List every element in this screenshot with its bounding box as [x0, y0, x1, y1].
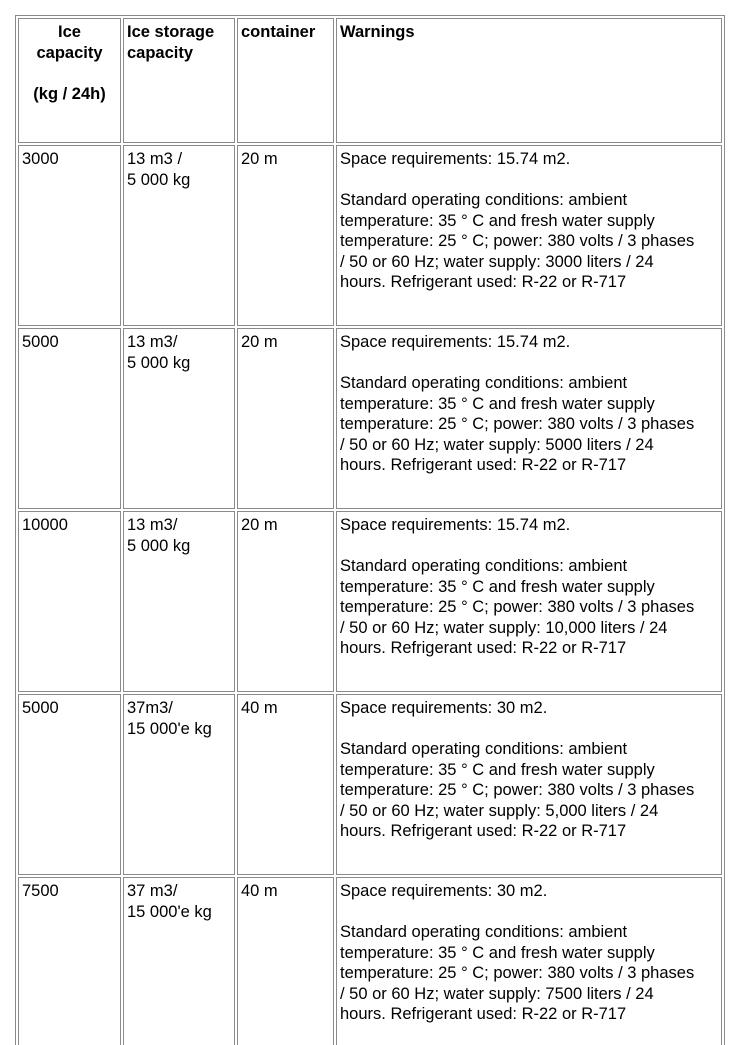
cell-container: 40 m: [237, 877, 334, 1045]
cell-ice-capacity: 5000: [18, 694, 121, 875]
cell-storage-capacity: 37m3/ 15 000'e kg: [123, 694, 235, 875]
header-ice-capacity: Ice capacity (kg / 24h): [18, 18, 121, 143]
cell-ice-capacity: 5000: [18, 328, 121, 509]
cell-warnings: Space requirements: 15.74 m2. Standard operating conditions: ambient temperature: 35 ° C and fresh water supply temperature: 25 ° C; power: 380 volts / 3 phases / 50 or 60 Hz; water supply: 10,000 liters / 24 hours. Refrigerant used: R-22 or R-717: [336, 511, 722, 692]
cell-warnings: Space requirements: 30 m2. Standard operating conditions: ambient temperature: 35 ° C and fresh water supply temperature: 25 ° C; power: 380 volts / 3 phases / 50 or 60 Hz; water supply: 7500 liters / 24 hours. Refrigerant used: R-22 or R-717: [336, 877, 722, 1045]
table-header-row: [18, 18, 722, 143]
space-requirements: Space requirements: 30 m2.: [340, 699, 548, 717]
cell-ice-capacity: 10000: [18, 511, 121, 692]
table-row: [18, 328, 722, 509]
cell-storage-capacity: 13 m3/ 5 000 kg: [123, 328, 235, 509]
cell-ice-capacity: 3000: [18, 145, 121, 326]
cell-container: 40 m: [237, 694, 334, 875]
space-requirements: Space requirements: 15.74 m2.: [340, 516, 571, 534]
header-ice-storage-capacity: Ice storage capacity: [123, 18, 235, 143]
cell-warnings: Space requirements: 15.74 m2. Standard operating conditions: ambient temperature: 35 ° C and fresh water supply temperature: 25 ° C; power: 380 volts / 3 phases / 50 or 60 Hz; water supply: 5000 liters / 24 hours. Refrigerant used: R-22 or R-717: [336, 328, 722, 509]
header-warnings: Warnings: [336, 18, 722, 143]
space-requirements: Space requirements: 30 m2.: [340, 882, 548, 900]
cell-container: 20 m: [237, 145, 334, 326]
cell-storage-capacity: 13 m3 / 5 000 kg: [123, 145, 235, 326]
header-container: container: [237, 18, 334, 143]
table-row: [18, 511, 722, 692]
cell-warnings: Space requirements: 15.74 m2. Standard operating conditions: ambient temperature: 35 ° C and fresh water supply temperature: 25 ° C; power: 380 volts / 3 phases / 50 or 60 Hz; water supply: 3000 liters / 24 hours. Refrigerant used: R-22 or R-717: [336, 145, 722, 326]
table-row: [18, 145, 722, 326]
space-requirements: Space requirements: 15.74 m2.: [340, 333, 571, 351]
cell-storage-capacity: 37 m3/ 15 000'e kg: [123, 877, 235, 1045]
cell-storage-capacity: 13 m3/ 5 000 kg: [123, 511, 235, 692]
table-row: [18, 877, 722, 1045]
cell-container: 20 m: [237, 511, 334, 692]
cell-ice-capacity: 7500: [18, 877, 121, 1045]
space-requirements: Space requirements: 15.74 m2.: [340, 150, 571, 168]
ice-machine-spec-table: [16, 16, 724, 1045]
table-row: [18, 694, 722, 875]
ice-machine-table-frame: [15, 15, 725, 1045]
cell-container: 20 m: [237, 328, 334, 509]
cell-warnings: Space requirements: 30 m2. Standard operating conditions: ambient temperature: 35 ° C and fresh water supply temperature: 25 ° C; power: 380 volts / 3 phases / 50 or 60 Hz; water supply: 5,000 liters / 24 hours. Refrigerant used: R-22 or R-717: [336, 694, 722, 875]
